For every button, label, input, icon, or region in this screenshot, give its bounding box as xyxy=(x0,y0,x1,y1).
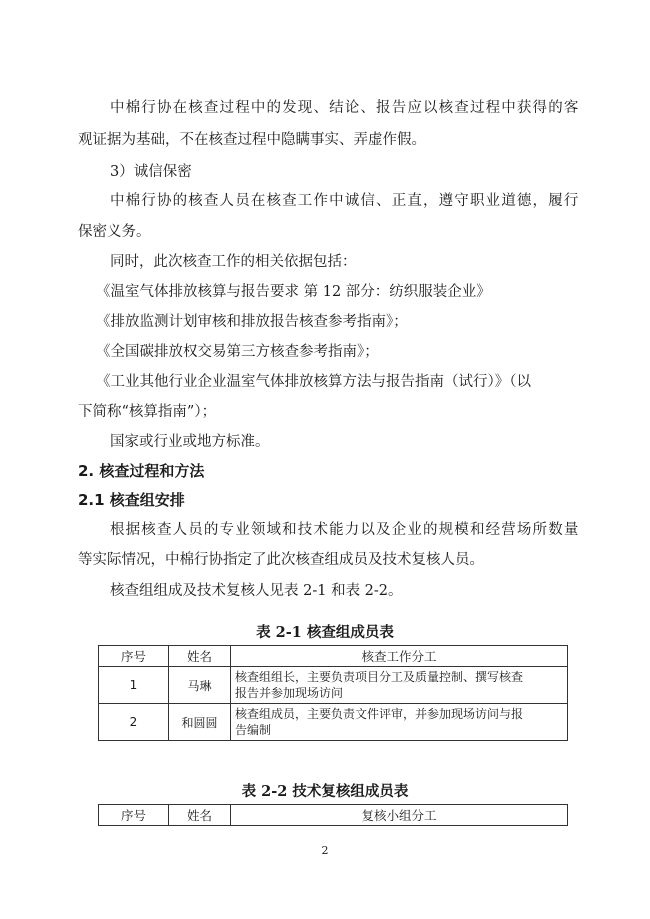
cell-name: 马琳 xyxy=(169,667,231,704)
paragraph-line: 核查组组成及技术复核人见表 2-1 和表 2-2。 xyxy=(110,583,403,599)
subheading-integrity: 3）诚信保密 xyxy=(110,164,192,180)
paragraph-line: 中棉行协的核查人员在核查工作中诚信、正直，遵守职业道德，履行 xyxy=(110,193,580,209)
header-cell: 姓名 xyxy=(169,646,231,667)
paragraph-line: 保密义务。 xyxy=(78,224,151,240)
page-number: 2 xyxy=(321,844,329,857)
cell-no: 1 xyxy=(99,667,169,704)
table-header-row xyxy=(99,646,568,667)
table-row xyxy=(99,667,568,704)
duty-line: 核查组组长，主要负责项目分工及质量控制、撰写核查 xyxy=(235,670,524,684)
reference-item: 《工业其他行业企业温室气体排放核算方法与报告指南（试行）》（以 xyxy=(96,374,531,390)
paragraph-line: 中棉行协在核查过程中的发现、结论、报告应以核查过程中获得的客 xyxy=(110,100,580,116)
cell-duty xyxy=(231,704,568,741)
paragraph-line: 同时，此次核查工作的相关依据包括： xyxy=(110,254,357,270)
header-cell: 核查工作分工 xyxy=(231,646,568,667)
reference-item: 《全国碳排放权交易第三方核查参考指南》； xyxy=(96,344,379,360)
team-members-table xyxy=(98,645,568,741)
header-cell: 序号 xyxy=(99,805,169,826)
duty-line: 核查组成员，主要负责文件评审，并参加现场访问与报 xyxy=(235,707,524,721)
cell-duty xyxy=(231,667,568,704)
header-cell: 姓名 xyxy=(169,805,231,826)
reference-item: 《温室气体排放核算与报告要求 第 12 部分：纺织服装企业》 xyxy=(96,284,491,300)
section-heading: 2. 核查过程和方法 xyxy=(78,462,205,480)
header-cell: 序号 xyxy=(99,646,169,667)
table-header-row xyxy=(99,805,568,826)
reference-item: 《排放监测计划审核和排放报告核查参考指南》； xyxy=(96,314,408,330)
paragraph-line: 观证据为基础，不在核查过程中隐瞒事实、弄虚作假。 xyxy=(78,132,426,148)
header-cell: 复核小组分工 xyxy=(231,805,568,826)
review-members-table xyxy=(98,804,568,826)
table-caption: 表 2-2 技术复核组成员表 xyxy=(241,783,409,800)
reference-item: 下简称“核算指南”）； xyxy=(78,404,217,420)
reference-item: 国家或行业或地方标准。 xyxy=(110,434,270,450)
duty-line: 报告并参加现场访问 xyxy=(235,686,344,700)
subsection-heading: 2.1 核查组安排 xyxy=(78,491,185,509)
duty-line: 告编制 xyxy=(235,723,272,737)
table-row xyxy=(99,704,568,741)
cell-name: 和圆圆 xyxy=(169,704,231,741)
table-caption: 表 2-1 核查组成员表 xyxy=(256,624,394,641)
paragraph-line: 等实际情况，中棉行协指定了此次核查组成员及技术复核人员。 xyxy=(78,552,484,568)
paragraph-line: 根据核查人员的专业领域和技术能力以及企业的规模和经营场所数量 xyxy=(110,522,580,538)
cell-no: 2 xyxy=(99,704,169,741)
